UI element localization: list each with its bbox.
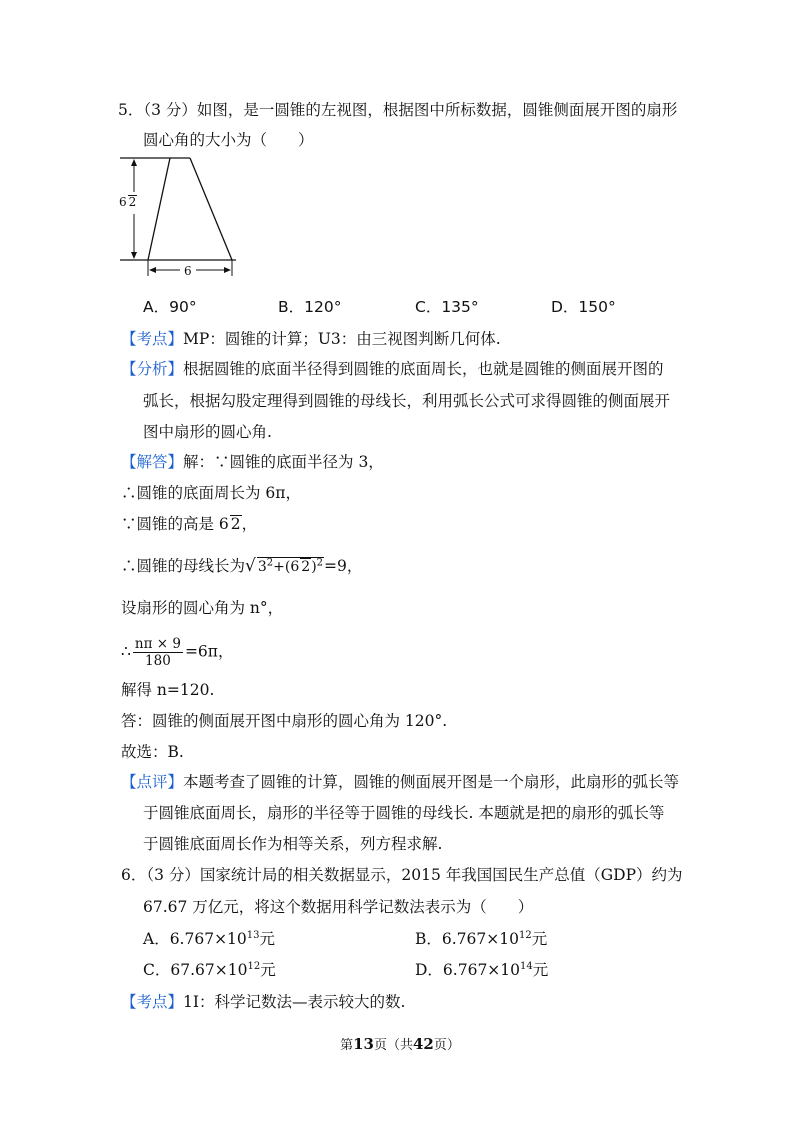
q6-option-a: A．$6.767\times 10^{13}$元 <box>143 929 276 948</box>
q5-stem-line2: 圆心角的大小为（ ） <box>143 131 314 149</box>
q6-stem-line1: 6．（3 分）国家统计局的相关数据显示，2015 年我国国民生产总值（GDP）约为 <box>121 866 683 884</box>
q5-dianping-line3: 于圆锥底面周长作为相等关系，列方程求解. <box>143 835 443 853</box>
figure-height-label: 6 2 <box>119 195 137 209</box>
q5-solution-step7: 解得 n=120. <box>121 681 215 699</box>
q5-solution-step4: ∴圆锥的母线长为√ $3^2+(6$ 2)$^2$=9， <box>121 556 363 576</box>
figure-base-label: 6 <box>184 264 192 278</box>
q5-option-c: C．135° <box>415 298 479 316</box>
kaodian-tag: 【考点】 <box>121 993 184 1011</box>
q5-solution-step8: 答：圆锥的侧面展开图中扇形的圆心角为 120°. <box>121 712 448 730</box>
q5-solution-step3: ∵圆锥的高是 6 2， <box>121 515 258 533</box>
q6-option-b: B．$6.767\times 10^{12}$元 <box>415 929 548 948</box>
q5-fenxi-line1: 【分析】根据圆锥的底面半径得到圆锥的底面周长，也就是圆锥的侧面展开图的 <box>121 360 664 378</box>
q5-fenxi-line3: 图中扇形的圆心角. <box>143 423 272 441</box>
q6-option-c: C．$67.67\times 10^{12}$元 <box>143 960 276 979</box>
q5-dianping-line2: 于圆锥底面周长，扇形的半径等于圆锥的母线长. 本题就是把的扇形的弧长等 <box>143 804 665 822</box>
q5-solution-step9: 故选：B. <box>121 743 184 761</box>
jieda-tag: 【解答】 <box>121 453 184 471</box>
cone-left-view-figure <box>118 150 248 280</box>
q5-stem-line1: 5．（3 分）如图，是一圆锥的左视图，根据图中所标数据，圆锥侧面展开图的扇形 <box>118 101 678 119</box>
q5-solution-step2: ∴圆锥的底面周长为 6π， <box>121 484 301 502</box>
q5-fenxi-line2: 弧长，根据勾股定理得到圆锥的母线长，利用弧长公式可求得圆锥的侧面展开 <box>143 392 671 410</box>
q5-solution-step5: 设扇形的圆心角为 n°， <box>121 599 284 617</box>
q5-solution-step6: ∴ $\frac{n\pi \times 9}{180}$ =6π， <box>121 636 234 669</box>
q5-option-b: B．120° <box>278 298 342 316</box>
q6-option-d: D．$6.767\times 10^{14}$元 <box>415 960 549 979</box>
page-number-footer: 第13页（共42页） <box>340 1035 460 1053</box>
q6-kaodian: 【考点】1I：科学记数法—表示较大的数. <box>121 993 406 1011</box>
q5-dianping-line1: 【点评】本题考查了圆锥的计算，圆锥的侧面展开图是一个扇形，此扇形的弧长等 <box>121 773 680 791</box>
q5-option-d: D．150° <box>551 298 616 316</box>
q5-kaodian: 【考点】MP：圆锥的计算；U3：由三视图判断几何体. <box>121 330 501 348</box>
q6-stem-line2: 67.67 万亿元，将这个数据用科学记数法表示为（ ） <box>143 898 534 916</box>
q5-option-a: A．90° <box>143 298 197 316</box>
kaodian-tag: 【考点】 <box>121 330 184 348</box>
fenxi-tag: 【分析】 <box>121 360 184 378</box>
dianping-tag: 【点评】 <box>121 773 184 791</box>
q5-jieda-line1: 【解答】解：∵圆锥的底面半径为 3， <box>121 453 384 471</box>
